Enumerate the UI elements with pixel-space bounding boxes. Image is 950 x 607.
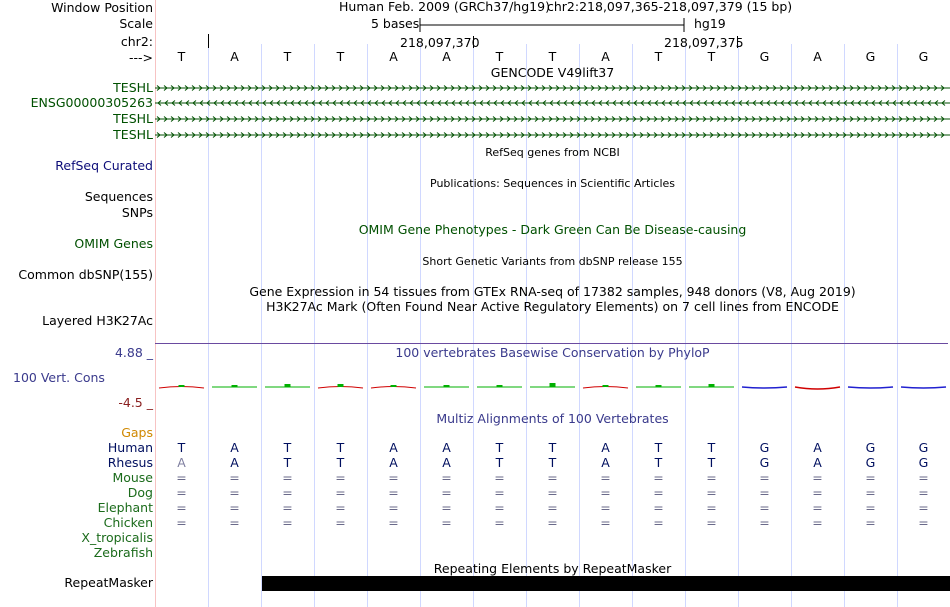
alignment-base: =	[653, 500, 664, 515]
alignment-base: =	[282, 500, 293, 515]
alignment-base: =	[547, 515, 558, 530]
sequences-label[interactable]: Sequences	[84, 189, 153, 204]
phylop-value	[901, 387, 946, 388]
alignment-base: =	[812, 470, 823, 485]
h3k27ac-signal-line	[155, 343, 948, 344]
alignment-base: =	[653, 485, 664, 500]
alignment-base: G	[865, 455, 876, 470]
alignment-base: T	[336, 455, 345, 470]
alignment-base: =	[229, 500, 240, 515]
alignment-base: A	[389, 455, 398, 470]
alignment-base: =	[282, 515, 293, 530]
alignment-base: =	[441, 470, 452, 485]
phylop-bar	[444, 385, 450, 387]
alignment-base: T	[548, 455, 557, 470]
alignment-base: =	[229, 470, 240, 485]
alignment-base: =	[335, 515, 346, 530]
base-letter: T	[495, 49, 504, 64]
alignment-base: =	[812, 500, 823, 515]
alignment-base: =	[918, 485, 929, 500]
alignment-base: T	[654, 455, 663, 470]
alignment-base: G	[759, 440, 770, 455]
gencode-item-ensg[interactable]: ENSG00000305263	[30, 95, 153, 110]
base-letter: T	[548, 49, 557, 64]
h3k27ac-track-title[interactable]: H3K27Ac Mark (Often Found Near Active Regulatory Elements) on 7 cell lines from ENCODE	[266, 299, 839, 314]
alignment-base: A	[230, 455, 239, 470]
snps-label[interactable]: SNPs	[121, 205, 153, 220]
phylop-bar	[179, 385, 185, 387]
species-label-elephant[interactable]: Elephant	[97, 500, 153, 515]
alignment-base: =	[759, 500, 770, 515]
alignment-base: =	[865, 515, 876, 530]
base-letter: T	[654, 49, 663, 64]
alignment-base: =	[388, 500, 399, 515]
alignment-base: =	[176, 485, 187, 500]
phylop-value	[848, 387, 893, 388]
alignment-base: G	[865, 440, 876, 455]
gaps-label[interactable]: Gaps	[121, 425, 153, 440]
strand-label[interactable]: --->	[128, 50, 153, 65]
species-label-x_tropicalis[interactable]: X_tropicalis	[81, 530, 153, 545]
gencode-item-teshl-3[interactable]: TESHL	[113, 127, 153, 142]
phylop-bar	[497, 385, 503, 387]
alignment-base: =	[653, 515, 664, 530]
alignment-base: G	[918, 455, 929, 470]
base-letter: T	[177, 49, 186, 64]
alignment-base: =	[653, 470, 664, 485]
position-readout: chr2:218,097,365-218,097,379 (15 bp)	[547, 0, 793, 14]
species-label-mouse[interactable]: Mouse	[112, 470, 153, 485]
alignment-base: T	[336, 440, 345, 455]
alignment-base: =	[600, 500, 611, 515]
alignment-base: =	[812, 485, 823, 500]
phylop-bar	[285, 384, 291, 387]
alignment-base: A	[442, 455, 451, 470]
base-letter: G	[759, 49, 770, 64]
alignment-base: =	[865, 485, 876, 500]
alignment-base: =	[441, 515, 452, 530]
alignment-base: T	[283, 440, 292, 455]
conservation-plot[interactable]	[155, 360, 950, 404]
window-position-label[interactable]: Window Position	[51, 0, 153, 15]
base-letter: A	[813, 49, 822, 64]
dbsnp-label[interactable]: Common dbSNP(155)	[18, 267, 153, 282]
cons-min-label: -4.5 _	[118, 395, 153, 410]
alignment-base: =	[441, 500, 452, 515]
repeatmasker-track-title[interactable]: Repeating Elements by RepeatMasker	[433, 561, 672, 576]
phylop-bar	[338, 384, 344, 387]
alignment-base: A	[389, 440, 398, 455]
scale-text: 5 bases	[371, 16, 420, 31]
conservation-track-title[interactable]: 100 vertebrates Basewise Conservation by PhyloP	[395, 345, 710, 360]
base-letter: G	[865, 49, 876, 64]
alignment-base: =	[176, 515, 187, 530]
alignment-base: =	[547, 485, 558, 500]
alignment-base: =	[759, 470, 770, 485]
alignment-base: =	[706, 500, 717, 515]
base-letter: G	[918, 49, 929, 64]
cons-max-label: 4.88 _	[114, 345, 153, 360]
base-letter: T	[336, 49, 345, 64]
alignment-base: =	[335, 485, 346, 500]
phylop-value	[795, 387, 840, 389]
alignment-base: =	[494, 515, 505, 530]
species-label-zebrafish[interactable]: Zebrafish	[93, 545, 153, 560]
gencode-item-teshl-1[interactable]: TESHL	[113, 80, 153, 95]
alignment-base: =	[865, 500, 876, 515]
alignment-base: =	[918, 500, 929, 515]
base-letter: T	[283, 49, 292, 64]
repeatmasker-element[interactable]	[262, 576, 950, 591]
alignment-base: =	[335, 470, 346, 485]
alignment-base: T	[548, 440, 557, 455]
alignment-base: =	[759, 485, 770, 500]
phylop-bar	[603, 385, 609, 387]
alignment-base: =	[759, 515, 770, 530]
chrom-label[interactable]: chr2:	[120, 34, 153, 49]
h3k27ac-label[interactable]: Layered H3K27Ac	[42, 313, 153, 328]
alignment-base: A	[601, 455, 610, 470]
base-letter: T	[707, 49, 716, 64]
alignment-base: =	[918, 470, 929, 485]
species-label-human[interactable]: Human	[107, 440, 153, 455]
phylop-bar	[709, 384, 715, 387]
alignment-base: =	[282, 485, 293, 500]
phylop-bar	[656, 385, 662, 387]
gencode-track-title[interactable]: GENCODE V49lift37	[490, 65, 615, 80]
alignment-base: A	[230, 440, 239, 455]
alignment-base: =	[282, 470, 293, 485]
base-letter: A	[230, 49, 239, 64]
alignment-base: A	[177, 455, 186, 470]
phylop-bar	[232, 385, 238, 387]
alignment-base: T	[177, 440, 186, 455]
alignment-base: =	[335, 500, 346, 515]
alignment-base: A	[813, 440, 822, 455]
alignment-base: =	[494, 500, 505, 515]
alignment-base: =	[812, 515, 823, 530]
omim-track-title[interactable]: OMIM Gene Phenotypes - Dark Green Can Be Disease-causing	[358, 222, 747, 237]
publications-track-title[interactable]: Publications: Sequences in Scientific Articles	[430, 177, 675, 190]
alignment-base: =	[388, 515, 399, 530]
alignment-base: =	[229, 485, 240, 500]
phylop-value	[742, 387, 787, 388]
base-letter: A	[601, 49, 610, 64]
base-letter: A	[442, 49, 451, 64]
coord-right: 218,097,375	[664, 35, 744, 50]
alignment-base: =	[494, 485, 505, 500]
refseq-track-title[interactable]: RefSeq genes from NCBI	[485, 146, 620, 159]
species-label-dog[interactable]: Dog	[127, 485, 153, 500]
phylop-bar	[550, 383, 556, 387]
alignment-base: T	[283, 455, 292, 470]
phylop-bar	[391, 385, 397, 387]
alignment-base: =	[706, 485, 717, 500]
alignment-base: =	[229, 515, 240, 530]
multiz-track-title[interactable]: Multiz Alignments of 100 Vertebrates	[436, 411, 669, 426]
dbsnp-track-title[interactable]: Short Genetic Variants from dbSNP release 155	[422, 255, 683, 268]
coord-left: 218,097,370	[400, 35, 480, 50]
alignment-base: =	[600, 470, 611, 485]
alignment-base: T	[707, 440, 716, 455]
alignment-base: A	[442, 440, 451, 455]
gencode-gene-lines[interactable]	[155, 80, 950, 144]
alignment-base: =	[600, 485, 611, 500]
alignment-base: T	[495, 440, 504, 455]
alignment-base: =	[176, 470, 187, 485]
alignment-base: =	[547, 470, 558, 485]
alignment-base: =	[547, 500, 558, 515]
gtex-track-title[interactable]: Gene Expression in 54 tissues from GTEx RNA-seq of 17382 samples, 948 donors (V8, Aug 2019)	[249, 284, 856, 299]
alignment-base: =	[388, 470, 399, 485]
scale-bar	[418, 17, 688, 33]
alignment-base: A	[813, 455, 822, 470]
alignment-base: =	[388, 485, 399, 500]
alignment-base: =	[706, 515, 717, 530]
scale-label[interactable]: Scale	[119, 16, 153, 31]
alignment-base: =	[706, 470, 717, 485]
alignment-base: G	[918, 440, 929, 455]
alignment-base: T	[495, 455, 504, 470]
base-letter: A	[389, 49, 398, 64]
alignment-base: =	[494, 470, 505, 485]
alignment-base: G	[759, 455, 770, 470]
alignment-base: T	[707, 455, 716, 470]
gencode-item-teshl-2[interactable]: TESHL	[113, 111, 153, 126]
alignment-base: A	[601, 440, 610, 455]
refseq-label[interactable]: RefSeq Curated	[55, 158, 153, 173]
db-label: hg19	[694, 16, 726, 31]
alignment-base: =	[176, 500, 187, 515]
conservation-label[interactable]: 100 Vert. Cons	[13, 370, 105, 385]
species-label-rhesus[interactable]: Rhesus	[107, 455, 153, 470]
species-label-chicken[interactable]: Chicken	[103, 515, 153, 530]
alignment-base: =	[600, 515, 611, 530]
alignment-base: =	[918, 515, 929, 530]
repeatmasker-label[interactable]: RepeatMasker	[64, 575, 153, 590]
alignment-base: =	[441, 485, 452, 500]
omim-label[interactable]: OMIM Genes	[74, 236, 153, 251]
alignment-base: =	[865, 470, 876, 485]
alignment-base: T	[654, 440, 663, 455]
assembly-title: Human Feb. 2009 (GRCh37/hg19)	[339, 0, 550, 14]
